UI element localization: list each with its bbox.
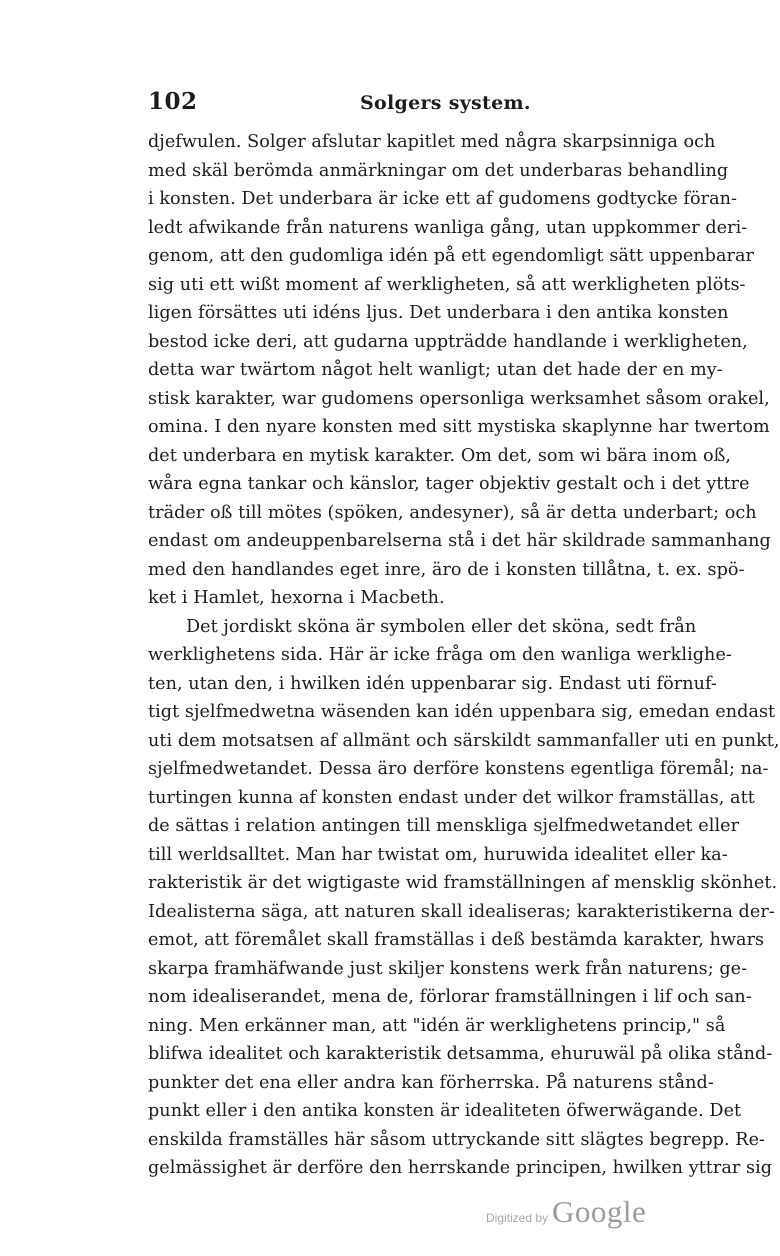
text-line: werklighetens sida. Här är icke fråga om den wanliga werklighe-	[148, 645, 732, 665]
digitized-by-google-watermark	[486, 1194, 646, 1230]
text-line: emot, att föremålet skall framställas i deß bestämda karakter, hwars	[148, 930, 765, 950]
text-line: i konsten. Det underbara är icke ett af gudomens godtycke föran-	[148, 189, 737, 209]
text-line: nom idealiserandet, mena de, förlorar framställningen i lif och san-	[148, 987, 752, 1007]
google-logo: Google	[552, 1194, 647, 1229]
text-line: sig uti ett wißt moment af werkligheten, så att werkligheten plöts-	[148, 274, 746, 295]
text-line: ning. Men erkänner man, att "idén är werklighetens princip," så	[148, 1015, 726, 1036]
text-line: punkter det ena eller andra kan förherrska. På naturens stånd-	[148, 1072, 714, 1093]
digitized-by-text: Digitized by	[486, 1211, 549, 1225]
running-head: Solgers system.	[360, 92, 531, 114]
text-line: ligen försättes uti idéns ljus. Det underbara i den antika konsten	[148, 303, 729, 323]
text-line: endast om andeuppenbarelserna stå i det här skildrade sammanhang	[148, 531, 771, 551]
text-line: wåra egna tankar och känslor, tager objektiv gestalt och i det yttre	[148, 474, 750, 494]
text-line: tigt sjelfmedwetna wäsenden kan idén uppenbara sig, emedan endast	[148, 702, 776, 722]
text-line: turtingen kunna af konsten endast under det wilkor framställas, att	[148, 787, 755, 808]
text-line: sjelfmedwetandet. Dessa äro derföre konstens egentliga föremål; na-	[148, 759, 769, 779]
text-line: stisk karakter, war gudomens opersonliga werksamhet såsom orakel,	[148, 388, 770, 409]
text-line: rakteristik är det wigtigaste wid framställningen af mensklig skönhet.	[148, 873, 778, 893]
text-line: gelmässighet är derföre den herrskande principen, hwilken yttrar sig	[148, 1158, 773, 1178]
text-line: det underbara en mytisk karakter. Om det, som wi bära inom oß,	[148, 445, 732, 466]
paragraph-start-line: Det jordiskt sköna är symbolen eller det sköna, sedt från	[186, 616, 697, 637]
text-line: träder oß till mötes (spöken, andesyner), så är detta underbart; och	[148, 502, 757, 523]
text-line: uti dem motsatsen af allmänt och särskildt sammanfaller uti en punkt,	[148, 730, 780, 751]
text-line: genom, att den gudomliga idén på ett egendomligt sätt uppenbarar	[148, 246, 754, 266]
text-line: punkt eller i den antika konsten är idealiteten öfwerwägande. Det	[148, 1101, 742, 1121]
text-line: djefwulen. Solger afslutar kapitlet med några skarpsinniga och	[148, 132, 716, 152]
text-line: detta war twärtom något helt wanligt; utan det hade der en my-	[148, 360, 723, 380]
page-number: 102	[148, 88, 198, 115]
text-line: enskilda framställes här såsom uttryckande sitt slägtes begrepp. Re-	[148, 1129, 766, 1150]
text-line: ten, utan den, i hwilken idén uppenbarar sig. Endast uti förnuf-	[148, 673, 717, 694]
paragraph-end-line: ket i Hamlet, hexorna i Macbeth.	[148, 588, 445, 608]
text-line: Idealisterna säga, att naturen skall idealiseras; karakteristikerna der-	[148, 901, 775, 922]
text-line: ledt afwikande från naturens wanliga gång, utan uppkommer deri-	[148, 217, 748, 238]
text-line: till werldsalltet. Man har twistat om, huruwida idealitet eller ka-	[148, 844, 728, 865]
body-text	[148, 128, 780, 1183]
text-line: bestod icke deri, att gudarna uppträdde handlande i werkligheten,	[148, 331, 748, 352]
text-line: med skäl berömda anmärkningar om det underbaras behandling	[148, 160, 729, 181]
text-line: blifwa idealitet och karakteristik detsamma, ehuruwäl på olika stånd-	[148, 1044, 773, 1064]
text-line: med den handlandes eget inre, äro de i konsten tillåtna, t. ex. spö-	[148, 559, 745, 580]
text-line: omina. I den nyare konsten med sitt mystiska skaplynne har twertom	[148, 417, 770, 437]
text-line: skarpa framhäfwande just skiljer konstens werk från naturens; ge-	[148, 958, 748, 979]
text-line: de sättas i relation antingen till menskliga sjelfmedwetandet eller	[148, 816, 740, 836]
